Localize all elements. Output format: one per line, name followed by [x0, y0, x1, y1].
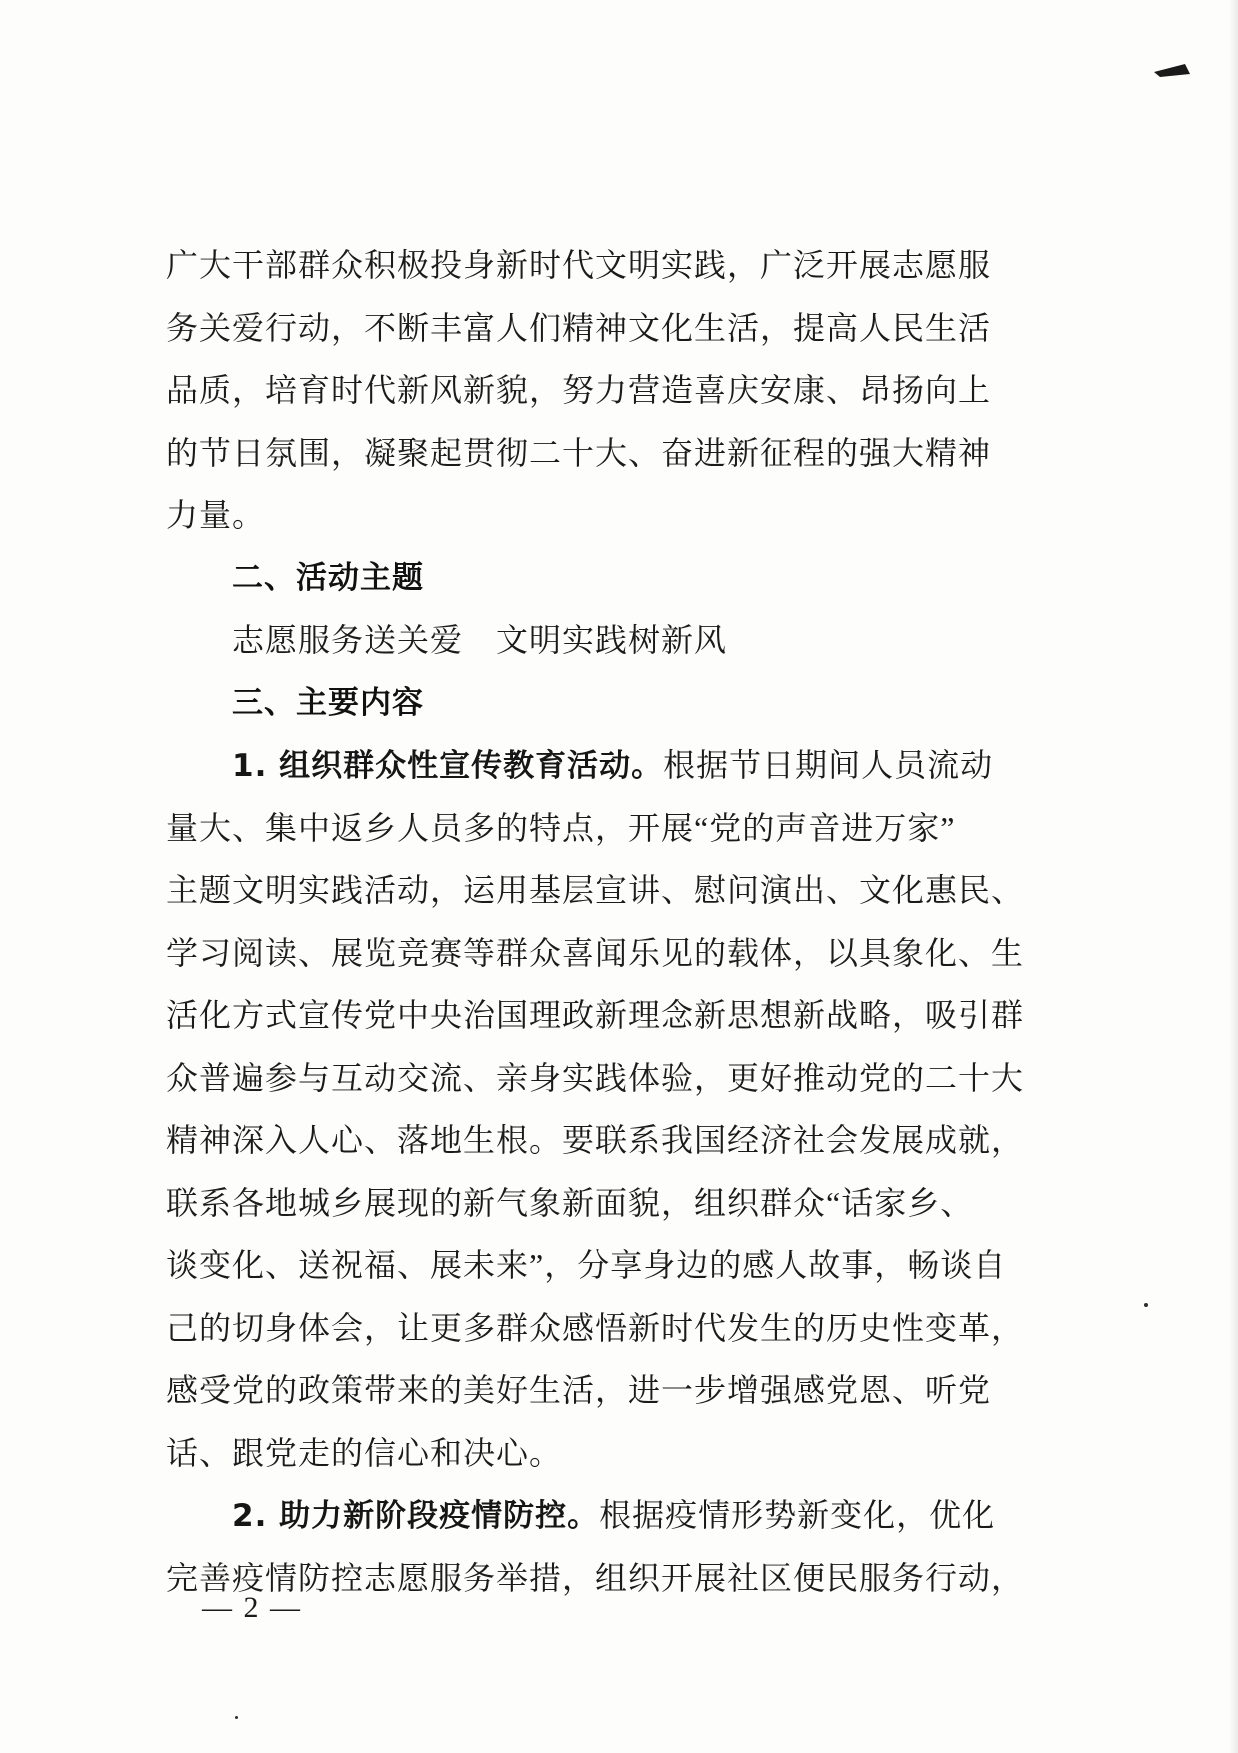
list-item-first-line	[166, 734, 1000, 797]
body-text-line: 学习阅读、展览竞赛等群众喜闻乐见的载体，以具象化、生	[166, 934, 1025, 971]
scan-edge-shadow	[1229, 0, 1238, 1753]
document-body	[166, 234, 1025, 1609]
body-text-line: 主题文明实践活动，运用基层宣讲、慰问演出、文化惠民、	[166, 872, 1025, 908]
body-text-line: 广大干部群众积极投身新时代文明实践，广泛开展志愿服	[166, 247, 992, 283]
body-text-line: 众普遍参与互动交流、亲身实践体验，更好推动党的二十大	[166, 1059, 1025, 1096]
body-text-line: 务关爱行动，不断丰富人们精神文化生活，提高人民生活	[166, 309, 992, 346]
scan-dot	[235, 1716, 238, 1719]
theme-text-line: 志愿服务送关爱 文明实践树新风	[232, 622, 728, 658]
body-text-line: 联系各地城乡展现的新气象新面貌，组织群众“话家乡、	[166, 1184, 974, 1221]
page-number: — 2 —	[202, 1591, 302, 1624]
body-text-line: 话、跟党走的信心和决心。	[166, 1434, 563, 1471]
list-item-lead: 1. 组织群众性宣传教育活动。	[232, 748, 664, 784]
body-text-line: 的节日氛围，凝聚起贯彻二十大、奋进新征程的强大精神	[166, 434, 992, 471]
body-text-line: 品质，培育时代新风新貌，努力营造喜庆安康、昂扬向上	[166, 372, 992, 408]
list-item-first-line	[166, 1484, 1000, 1547]
body-text-line: 感受党的政策带来的美好生活，进一步增强感党恩、听党	[166, 1372, 992, 1408]
body-text-line: 精神深入人心、落地生根。要联系我国经济社会发展成就，	[166, 1122, 1025, 1158]
body-text-span: 根据节日期间人员流动	[663, 747, 994, 783]
body-text-line: 谈变化、送祝福、展未来”，分享身边的感人故事，畅谈自	[166, 1247, 1007, 1283]
body-text-span: 根据疫情形势新变化，优化	[599, 1497, 996, 1533]
body-text-line: 己的切身体会，让更多群众感悟新时代发生的历史性变革，	[166, 1309, 1025, 1346]
body-text-line: 完善疫情防控志愿服务举措，组织开展社区便民服务行动，	[166, 1559, 1025, 1596]
body-text-line: 活化方式宣传党中央治国理政新理念新思想新战略，吸引群	[166, 997, 1025, 1033]
scan-dot	[1144, 1303, 1148, 1307]
section-heading-activity-theme: 二、活动主题	[232, 559, 424, 596]
body-text-line: 量大、集中返乡人员多的特点，开展“党的声音进万家”	[166, 809, 956, 846]
body-text-line: 力量。	[166, 497, 266, 533]
scan-artifact-mark	[1154, 64, 1194, 82]
section-heading-main-content: 三、主要内容	[232, 684, 424, 721]
list-item-lead: 2. 助力新阶段疫情防控。	[232, 1498, 600, 1534]
